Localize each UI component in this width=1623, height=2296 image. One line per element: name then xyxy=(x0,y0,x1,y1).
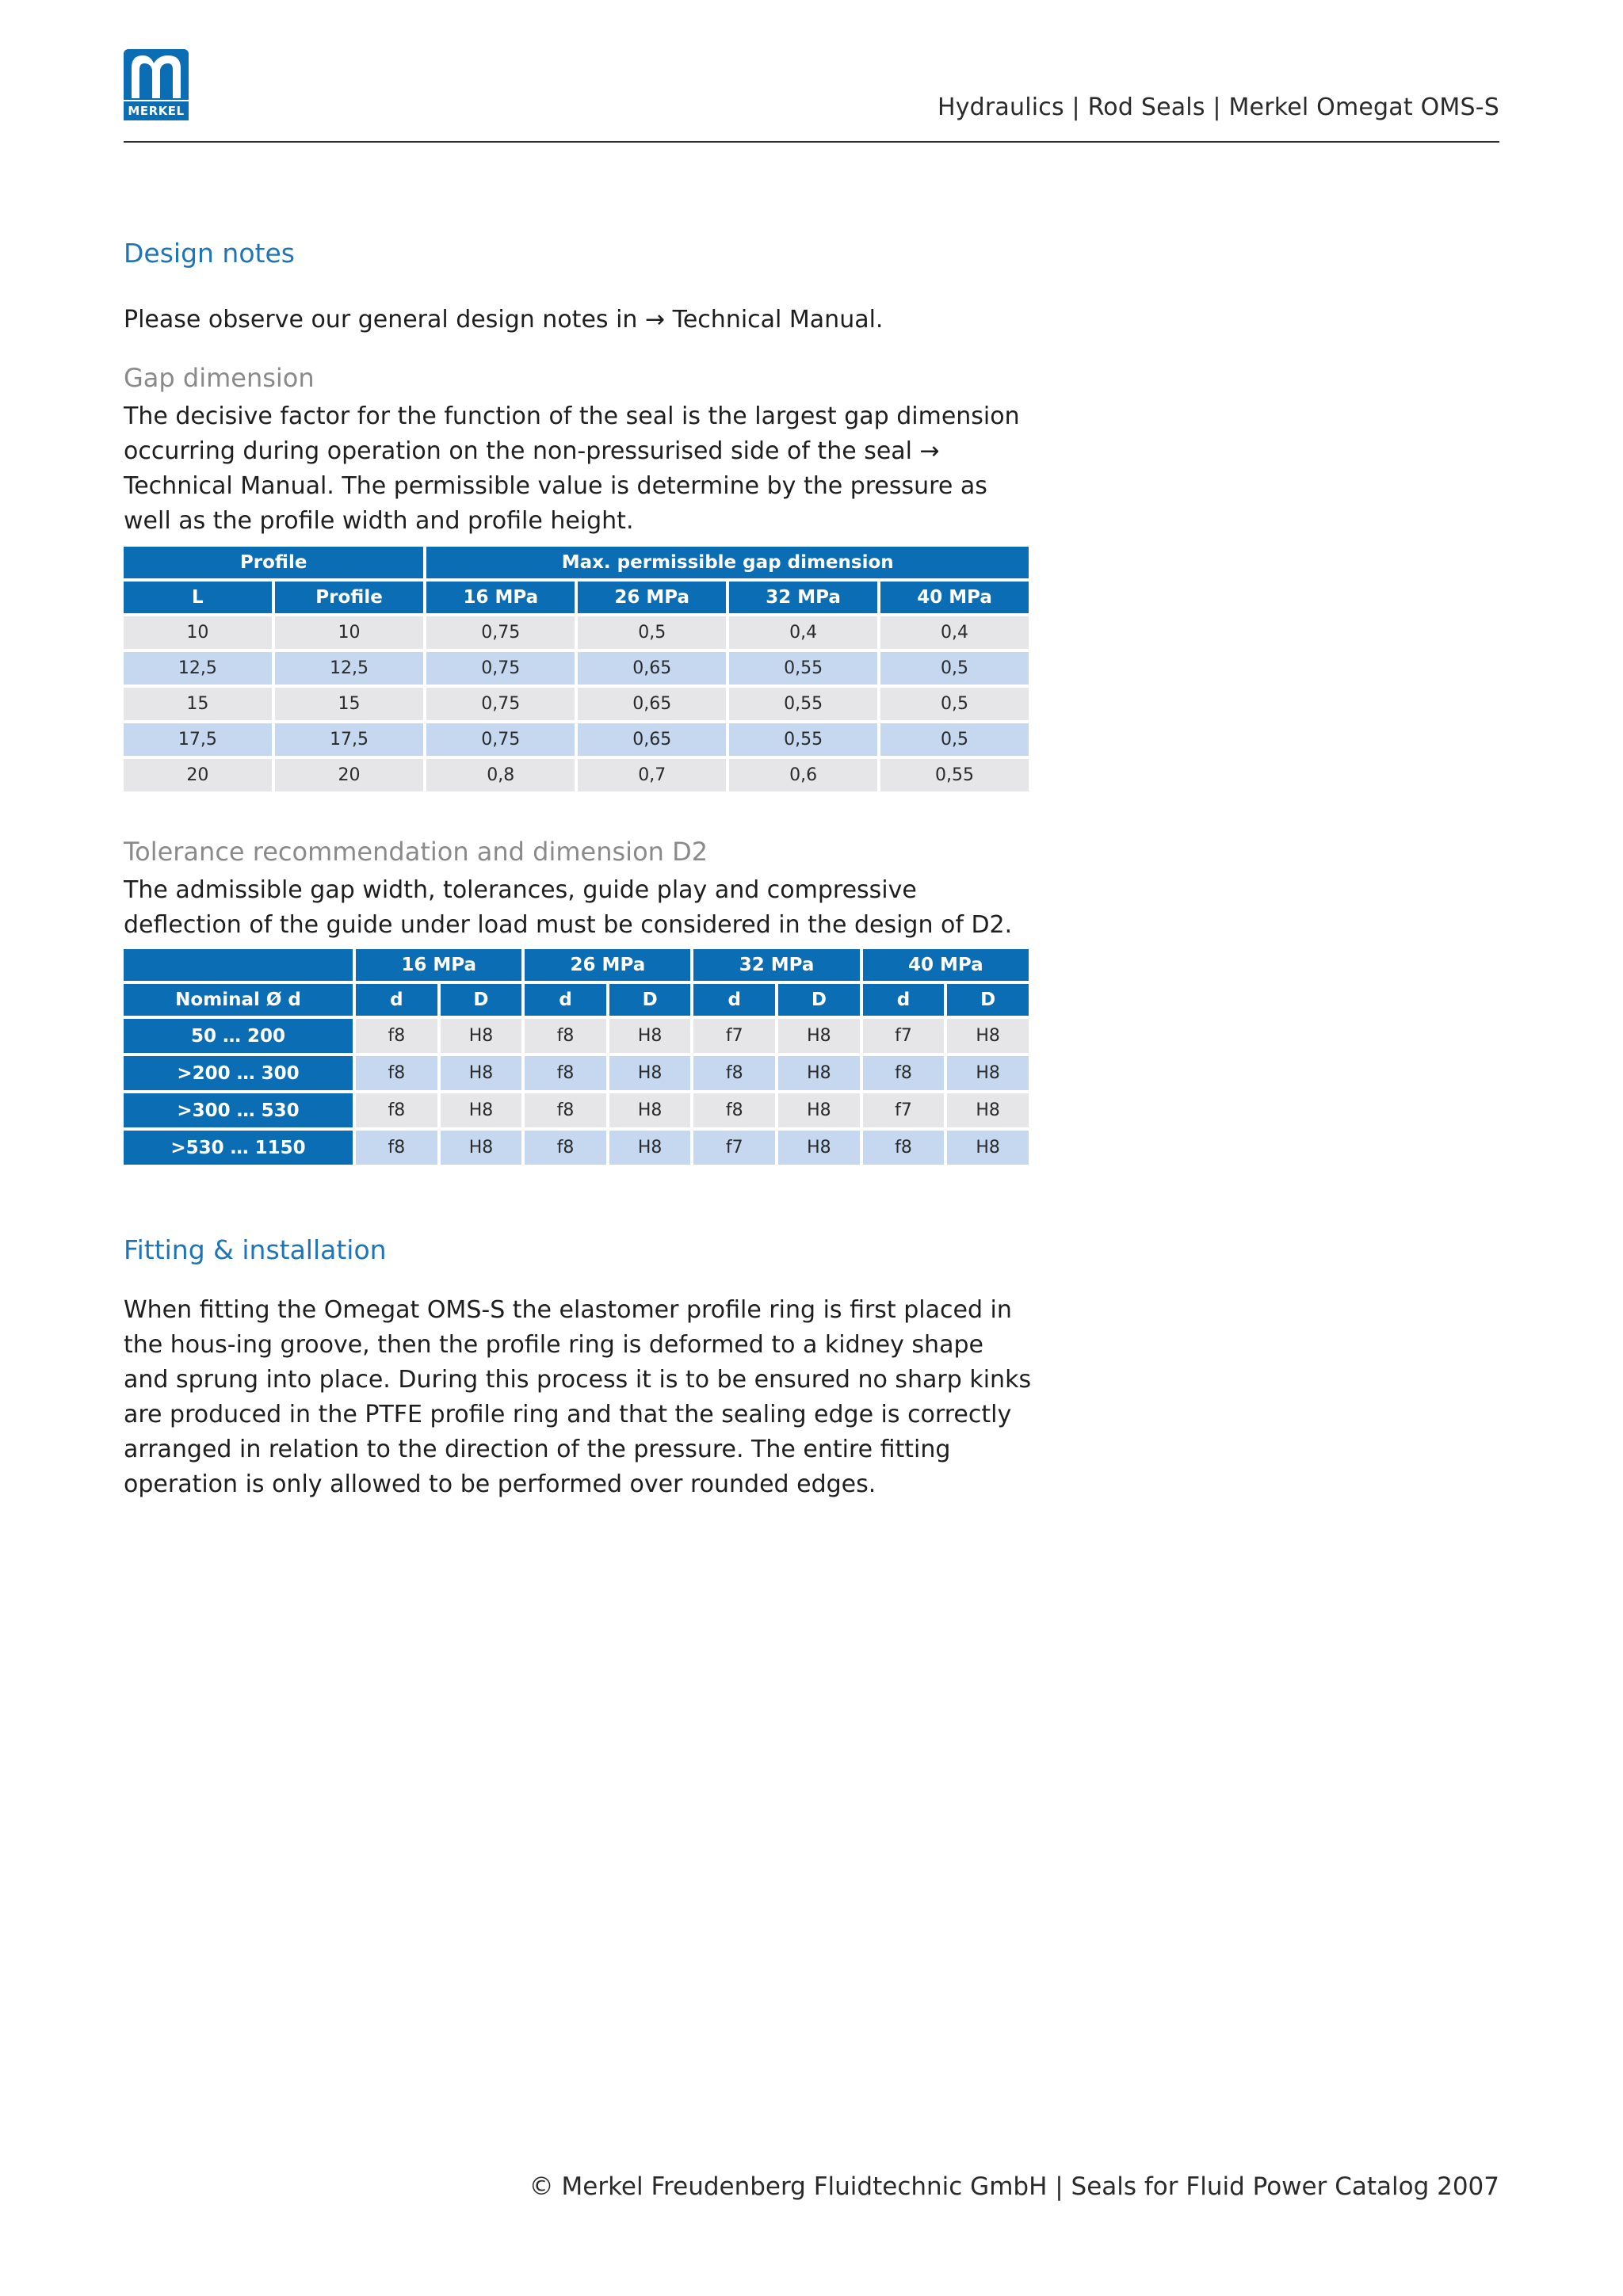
table-cell: 0,5 xyxy=(880,688,1029,720)
table-cell: 12,5 xyxy=(275,652,424,685)
table-cell: f8 xyxy=(525,1056,606,1090)
breadcrumb: Hydraulics | Rod Seals | Merkel Omegat OMS-S xyxy=(937,93,1499,121)
table-cell: f7 xyxy=(693,1131,775,1165)
table-row xyxy=(124,688,1029,720)
table-cell: 0,4 xyxy=(880,616,1029,649)
table-cell: H8 xyxy=(609,1019,691,1053)
table-cell: 17,5 xyxy=(275,723,424,756)
table-cell: H8 xyxy=(778,1093,860,1127)
table-cell: f8 xyxy=(356,1131,437,1165)
merkel-logo xyxy=(124,49,189,120)
design-notes-text: Please observe our general design notes in → Technical Manual. xyxy=(124,306,884,334)
table-cell: f8 xyxy=(693,1056,775,1090)
column-header: 16 MPa xyxy=(426,582,575,613)
table-group-header: Max. permissible gap dimension xyxy=(426,547,1029,578)
table-cell: H8 xyxy=(609,1131,691,1165)
table-cell: H8 xyxy=(947,1131,1029,1165)
gap-dimension-table xyxy=(120,543,1032,795)
table-cell: H8 xyxy=(778,1056,860,1090)
tolerance-table xyxy=(120,946,1032,1168)
tolerance-title: Tolerance recommendation and dimension D2 xyxy=(124,837,708,867)
table-cell: H8 xyxy=(441,1131,522,1165)
table-cell: 0,75 xyxy=(426,616,575,649)
table-group-header: 32 MPa xyxy=(693,949,859,981)
table-cell: f8 xyxy=(525,1019,606,1053)
table-cell: 0,75 xyxy=(426,723,575,756)
table-cell: H8 xyxy=(609,1093,691,1127)
column-header: d xyxy=(863,984,945,1016)
row-header: 50 … 200 xyxy=(124,1019,353,1053)
tolerance-text: The admissible gap width, tolerances, guide play and compressive deflection of the guide under load must be considered in the design of D2. xyxy=(124,876,1013,939)
table-group-header: Profile xyxy=(124,547,423,578)
table-row xyxy=(124,759,1029,791)
column-header: 40 MPa xyxy=(880,582,1029,613)
table-cell: H8 xyxy=(441,1056,522,1090)
page-header xyxy=(124,49,1499,143)
table-cell: 20 xyxy=(124,759,272,791)
table-group-header: 26 MPa xyxy=(525,949,690,981)
table-cell: f8 xyxy=(525,1093,606,1127)
design-notes-title: Design notes xyxy=(124,238,295,269)
table-row xyxy=(124,723,1029,756)
merkel-logo-wordmark: MERKEL xyxy=(124,100,189,120)
table-group-header: 40 MPa xyxy=(863,949,1029,981)
table-row xyxy=(124,1131,1029,1165)
table-cell: 0,5 xyxy=(880,652,1029,685)
column-header: D xyxy=(441,984,522,1016)
row-header: >200 … 300 xyxy=(124,1056,353,1090)
table-cell: 0,75 xyxy=(426,688,575,720)
table-cell: 10 xyxy=(275,616,424,649)
row-header: >530 … 1150 xyxy=(124,1131,353,1165)
fitting-installation-title: Fitting & installation xyxy=(124,1234,387,1265)
table-cell: 12,5 xyxy=(124,652,272,685)
column-header: D xyxy=(609,984,691,1016)
table-cell: H8 xyxy=(609,1056,691,1090)
table-cell: H8 xyxy=(947,1019,1029,1053)
table-row xyxy=(124,1056,1029,1090)
table-cell: f8 xyxy=(693,1093,775,1127)
table-cell: H8 xyxy=(441,1019,522,1053)
column-header: L xyxy=(124,582,272,613)
table-row xyxy=(124,652,1029,685)
table-cell: 0,65 xyxy=(578,652,726,685)
fitting-installation-text: When fitting the Omegat OMS-S the elastomer profile ring is first placed in the hous-ing groove, then the profile ring is deformed to a kidney shape and sprung into place. During this process it is to be ensured no sharp kinks are produced in the PTFE profile ring and that the sealing edge is correctly arranged in relation to the direction of the pressure. The entire fitting operation is only allowed to be performed over rounded edges. xyxy=(124,1296,1032,1498)
table-cell: f8 xyxy=(525,1131,606,1165)
table-cell: 0,5 xyxy=(880,723,1029,756)
table-cell: 0,4 xyxy=(729,616,877,649)
table-group-header xyxy=(124,949,353,981)
table-cell: 0,55 xyxy=(729,652,877,685)
table-cell: f7 xyxy=(863,1019,945,1053)
table-cell: 0,65 xyxy=(578,688,726,720)
column-header: D xyxy=(947,984,1029,1016)
table-cell: H8 xyxy=(778,1019,860,1053)
table-cell: 15 xyxy=(124,688,272,720)
table-cell: f7 xyxy=(863,1093,945,1127)
table-cell: 10 xyxy=(124,616,272,649)
column-header: 26 MPa xyxy=(578,582,726,613)
column-header: 32 MPa xyxy=(729,582,877,613)
table-cell: f8 xyxy=(863,1131,945,1165)
table-cell: H8 xyxy=(947,1093,1029,1127)
table-cell: f7 xyxy=(693,1019,775,1053)
table-cell: 0,55 xyxy=(729,688,877,720)
table-cell: 0,7 xyxy=(578,759,726,791)
table-cell: 0,75 xyxy=(426,652,575,685)
table-cell: 15 xyxy=(275,688,424,720)
table-cell: f8 xyxy=(356,1019,437,1053)
page-footer: © Merkel Freudenberg Fluidtechnic GmbH | Seals for Fluid Power Catalog 2007 xyxy=(529,2172,1499,2201)
merkel-emblem-icon xyxy=(124,49,189,100)
column-header: D xyxy=(778,984,860,1016)
column-header: Nominal Ø d xyxy=(124,984,353,1016)
row-header: >300 … 530 xyxy=(124,1093,353,1127)
column-header: d xyxy=(356,984,437,1016)
column-header: Profile xyxy=(275,582,424,613)
table-cell: 0,55 xyxy=(729,723,877,756)
table-cell: 0,5 xyxy=(578,616,726,649)
table-cell: H8 xyxy=(947,1056,1029,1090)
table-cell: f8 xyxy=(356,1056,437,1090)
table-cell: 20 xyxy=(275,759,424,791)
table-cell: 17,5 xyxy=(124,723,272,756)
table-row xyxy=(124,1019,1029,1053)
table-cell: 0,55 xyxy=(880,759,1029,791)
table-cell: 0,6 xyxy=(729,759,877,791)
table-row xyxy=(124,616,1029,649)
table-cell: H8 xyxy=(441,1093,522,1127)
gap-dimension-title: Gap dimension xyxy=(124,363,315,393)
table-cell: f8 xyxy=(356,1093,437,1127)
gap-dimension-text: The decisive factor for the function of the seal is the largest gap dimension occurring during operation on the non-pressurised side of the seal → Technical Manual. The permissible value is determine by the pressure as well as the profile width and profile height. xyxy=(124,402,1020,535)
column-header: d xyxy=(525,984,606,1016)
table-row xyxy=(124,1093,1029,1127)
table-cell: f8 xyxy=(863,1056,945,1090)
table-cell: H8 xyxy=(778,1131,860,1165)
table-cell: 0,65 xyxy=(578,723,726,756)
table-cell: 0,8 xyxy=(426,759,575,791)
column-header: d xyxy=(693,984,775,1016)
table-group-header: 16 MPa xyxy=(356,949,521,981)
